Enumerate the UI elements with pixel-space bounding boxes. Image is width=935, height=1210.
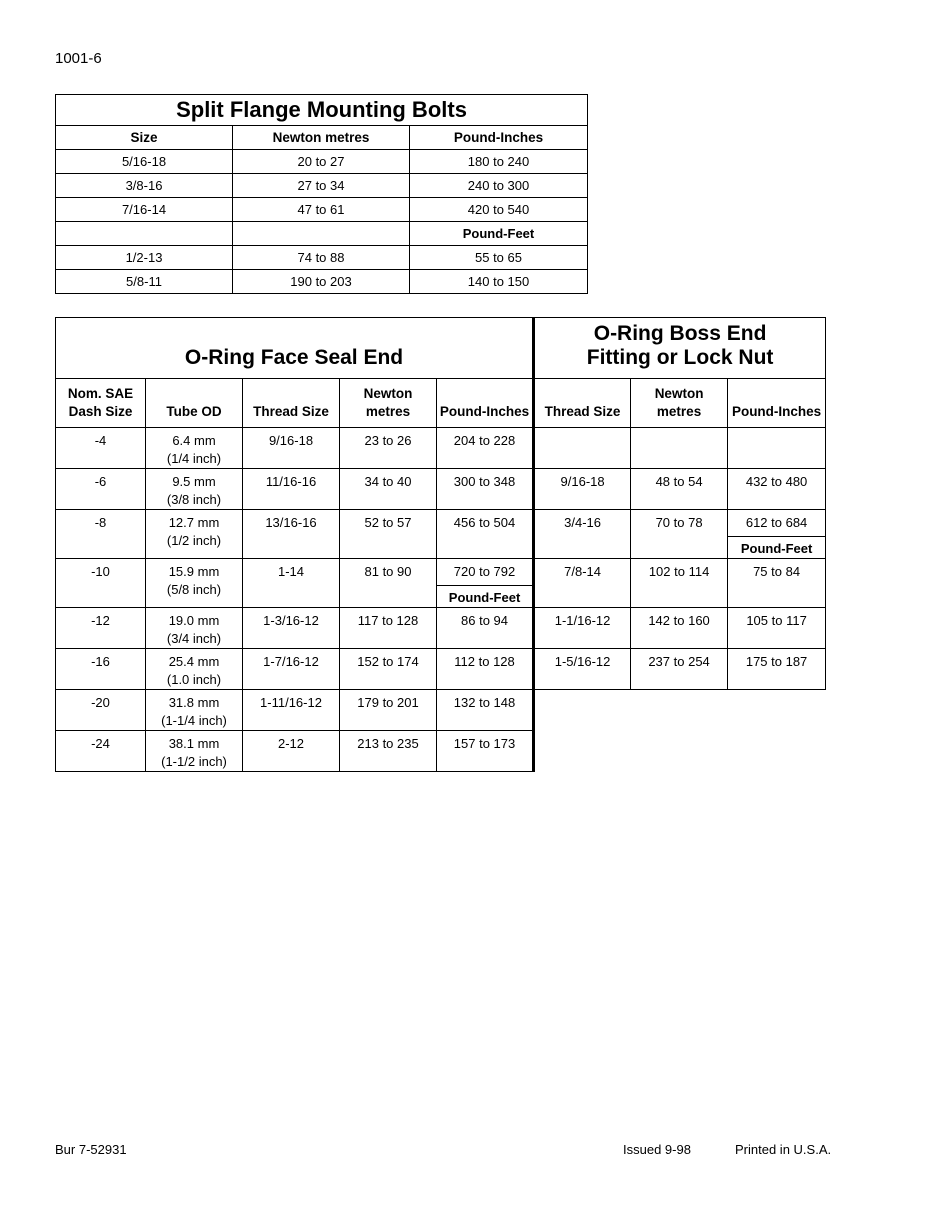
table-row: [56, 649, 826, 690]
tube-mm: 12.7 mm: [168, 515, 220, 530]
flange-lb: 240 to 300: [410, 174, 588, 198]
pound-inches: 157 to 173: [437, 731, 534, 772]
tube-inch: (3/4 inch): [166, 631, 222, 646]
table-row: [56, 150, 588, 174]
flange-nm: 190 to 203: [233, 270, 410, 294]
newton-metres: 23 to 26: [340, 428, 437, 469]
boss-thread-size: 7/8-14: [534, 559, 631, 608]
header-dash-line-2: Dash Size: [68, 404, 133, 419]
table-row: [56, 428, 826, 469]
footer-doc-id: Bur 7-52931: [55, 1142, 127, 1157]
flange-unit-label: Pound-Feet: [410, 222, 588, 246]
boss-pound-inches: 75 to 84: [728, 559, 826, 608]
dash-size: -8: [56, 510, 146, 559]
boss-newton-metres: 48 to 54: [631, 469, 728, 510]
dash-size: -20: [56, 690, 146, 731]
boss-thread-size: 1-1/16-12: [534, 608, 631, 649]
tube-od: [146, 510, 243, 559]
dash-size: -12: [56, 608, 146, 649]
flange-header-pound-inches: Pound-Inches: [410, 126, 588, 150]
flange-nm: 20 to 27: [233, 150, 410, 174]
header-dash-line-1: Nom. SAE: [67, 386, 134, 401]
boss-newton-metres: [631, 428, 728, 469]
lb-value: 720 to 792: [453, 564, 516, 579]
tube-mm: 19.0 mm: [168, 613, 220, 628]
tube-mm: 38.1 mm: [168, 736, 220, 751]
table-row: [56, 198, 588, 222]
face-seal-title: O-Ring Face Seal End: [56, 318, 534, 379]
thread-size: 13/16-16: [243, 510, 340, 559]
footer-issued: Issued 9-98: [623, 1142, 691, 1157]
flange-nm: [233, 222, 410, 246]
tube-inch: (3/8 inch): [166, 492, 222, 507]
boss-pound-inches: 432 to 480: [728, 469, 826, 510]
thread-size: 1-3/16-12: [243, 608, 340, 649]
newton-metres: 52 to 57: [340, 510, 437, 559]
boss-thread-size: [534, 428, 631, 469]
flange-size: [56, 222, 233, 246]
tube-od: [146, 690, 243, 731]
table-row: [56, 246, 588, 270]
page-number: 1001-6: [55, 50, 102, 67]
boss-thread-size: 9/16-18: [534, 469, 631, 510]
tube-od: [146, 608, 243, 649]
header-boss-newton-metres: [631, 379, 728, 428]
tube-mm: 9.5 mm: [172, 474, 216, 489]
pound-inches: 86 to 94: [437, 608, 534, 649]
boss-lb-value: 612 to 684: [745, 515, 808, 530]
table-row: [56, 510, 826, 559]
boss-newton-metres: 142 to 160: [631, 608, 728, 649]
flange-lb: 180 to 240: [410, 150, 588, 174]
table-row: [56, 608, 826, 649]
tube-mm: 25.4 mm: [168, 654, 220, 669]
flange-lb: 140 to 150: [410, 270, 588, 294]
table-row: [56, 270, 588, 294]
dash-size: -16: [56, 649, 146, 690]
table-row: [56, 174, 588, 198]
thread-size: 1-7/16-12: [243, 649, 340, 690]
flange-size: 5/16-18: [56, 150, 233, 174]
empty-area: [534, 690, 826, 731]
thread-size: 11/16-16: [243, 469, 340, 510]
boss-thread-size: 1-5/16-12: [534, 649, 631, 690]
pound-inches: 300 to 348: [437, 469, 534, 510]
pound-inches: 456 to 504: [437, 510, 534, 559]
flange-header-newton-metres: Newton metres: [233, 126, 410, 150]
boss-end-title: [534, 318, 826, 379]
thread-size: 2-12: [243, 731, 340, 772]
flange-size: 1/2-13: [56, 246, 233, 270]
dash-size: -6: [56, 469, 146, 510]
header-newton-metres: [340, 379, 437, 428]
boss-thread-size: 3/4-16: [534, 510, 631, 559]
header-boss-pound-inches: Pound-Inches: [728, 379, 826, 428]
boss-title-line-2: Fitting or Lock Nut: [586, 346, 774, 369]
flange-nm: 27 to 34: [233, 174, 410, 198]
boss-pound-inches: [728, 428, 826, 469]
boss-pound-inches: 175 to 187: [728, 649, 826, 690]
header-tube-od: Tube OD: [146, 379, 243, 428]
newton-metres: 81 to 90: [340, 559, 437, 608]
newton-metres: 34 to 40: [340, 469, 437, 510]
tube-inch: (1.0 inch): [166, 672, 222, 687]
tube-inch: (5/8 inch): [166, 582, 222, 597]
pound-inches: 204 to 228: [437, 428, 534, 469]
boss-title-line-1: O-Ring Boss End: [593, 322, 767, 345]
flange-nm: 47 to 61: [233, 198, 410, 222]
header-dash-size: [56, 379, 146, 428]
boss-newton-metres: 237 to 254: [631, 649, 728, 690]
header-nm-line-2: metres: [365, 404, 411, 419]
tube-inch: (1-1/4 inch): [161, 713, 227, 728]
newton-metres: 179 to 201: [340, 690, 437, 731]
newton-metres: 152 to 174: [340, 649, 437, 690]
pound-inches: [437, 559, 534, 608]
thread-size: 9/16-18: [243, 428, 340, 469]
flange-size: 7/16-14: [56, 198, 233, 222]
dash-size: -4: [56, 428, 146, 469]
tube-od: [146, 731, 243, 772]
header-boss-nm-line-2: metres: [656, 404, 702, 419]
boss-unit-label: Pound-Feet: [728, 536, 825, 558]
tube-od: [146, 649, 243, 690]
boss-pound-inches: 105 to 117: [728, 608, 826, 649]
tube-od: [146, 469, 243, 510]
tube-mm: 15.9 mm: [168, 564, 220, 579]
newton-metres: 117 to 128: [340, 608, 437, 649]
split-flange-table: [55, 94, 588, 294]
tube-mm: 31.8 mm: [168, 695, 220, 710]
header-boss-thread-size: Thread Size: [534, 379, 631, 428]
header-boss-nm-line-1: Newton: [654, 386, 704, 401]
pound-inches: 112 to 128: [437, 649, 534, 690]
table-row: [56, 469, 826, 510]
o-ring-table: [55, 317, 826, 772]
thread-size: 1-14: [243, 559, 340, 608]
header-nm-line-1: Newton: [363, 386, 413, 401]
flange-lb: 55 to 65: [410, 246, 588, 270]
table-row: [56, 222, 588, 246]
unit-label: Pound-Feet: [437, 585, 532, 607]
flange-lb: 420 to 540: [410, 198, 588, 222]
empty-area: [534, 731, 826, 772]
tube-od: [146, 559, 243, 608]
flange-header-size: Size: [56, 126, 233, 150]
table-row: [56, 731, 826, 772]
header-pound-inches: Pound-Inches: [437, 379, 534, 428]
tube-od: [146, 428, 243, 469]
footer-printed: Printed in U.S.A.: [735, 1142, 832, 1157]
tube-inch: (1/2 inch): [166, 533, 222, 548]
flange-size: 5/8-11: [56, 270, 233, 294]
tube-mm: 6.4 mm: [172, 433, 216, 448]
tube-inch: (1-1/2 inch): [161, 754, 227, 769]
flange-nm: 74 to 88: [233, 246, 410, 270]
dash-size: -24: [56, 731, 146, 772]
boss-newton-metres: 70 to 78: [631, 510, 728, 559]
flange-table-title: Split Flange Mounting Bolts: [56, 95, 588, 126]
pound-inches: 132 to 148: [437, 690, 534, 731]
newton-metres: 213 to 235: [340, 731, 437, 772]
table-row: [56, 559, 826, 608]
thread-size: 1-11/16-12: [243, 690, 340, 731]
table-row: [56, 690, 826, 731]
tube-inch: (1/4 inch): [166, 451, 222, 466]
header-thread-size: Thread Size: [243, 379, 340, 428]
flange-size: 3/8-16: [56, 174, 233, 198]
boss-pound-inches: [728, 510, 826, 559]
boss-newton-metres: 102 to 114: [631, 559, 728, 608]
dash-size: -10: [56, 559, 146, 608]
